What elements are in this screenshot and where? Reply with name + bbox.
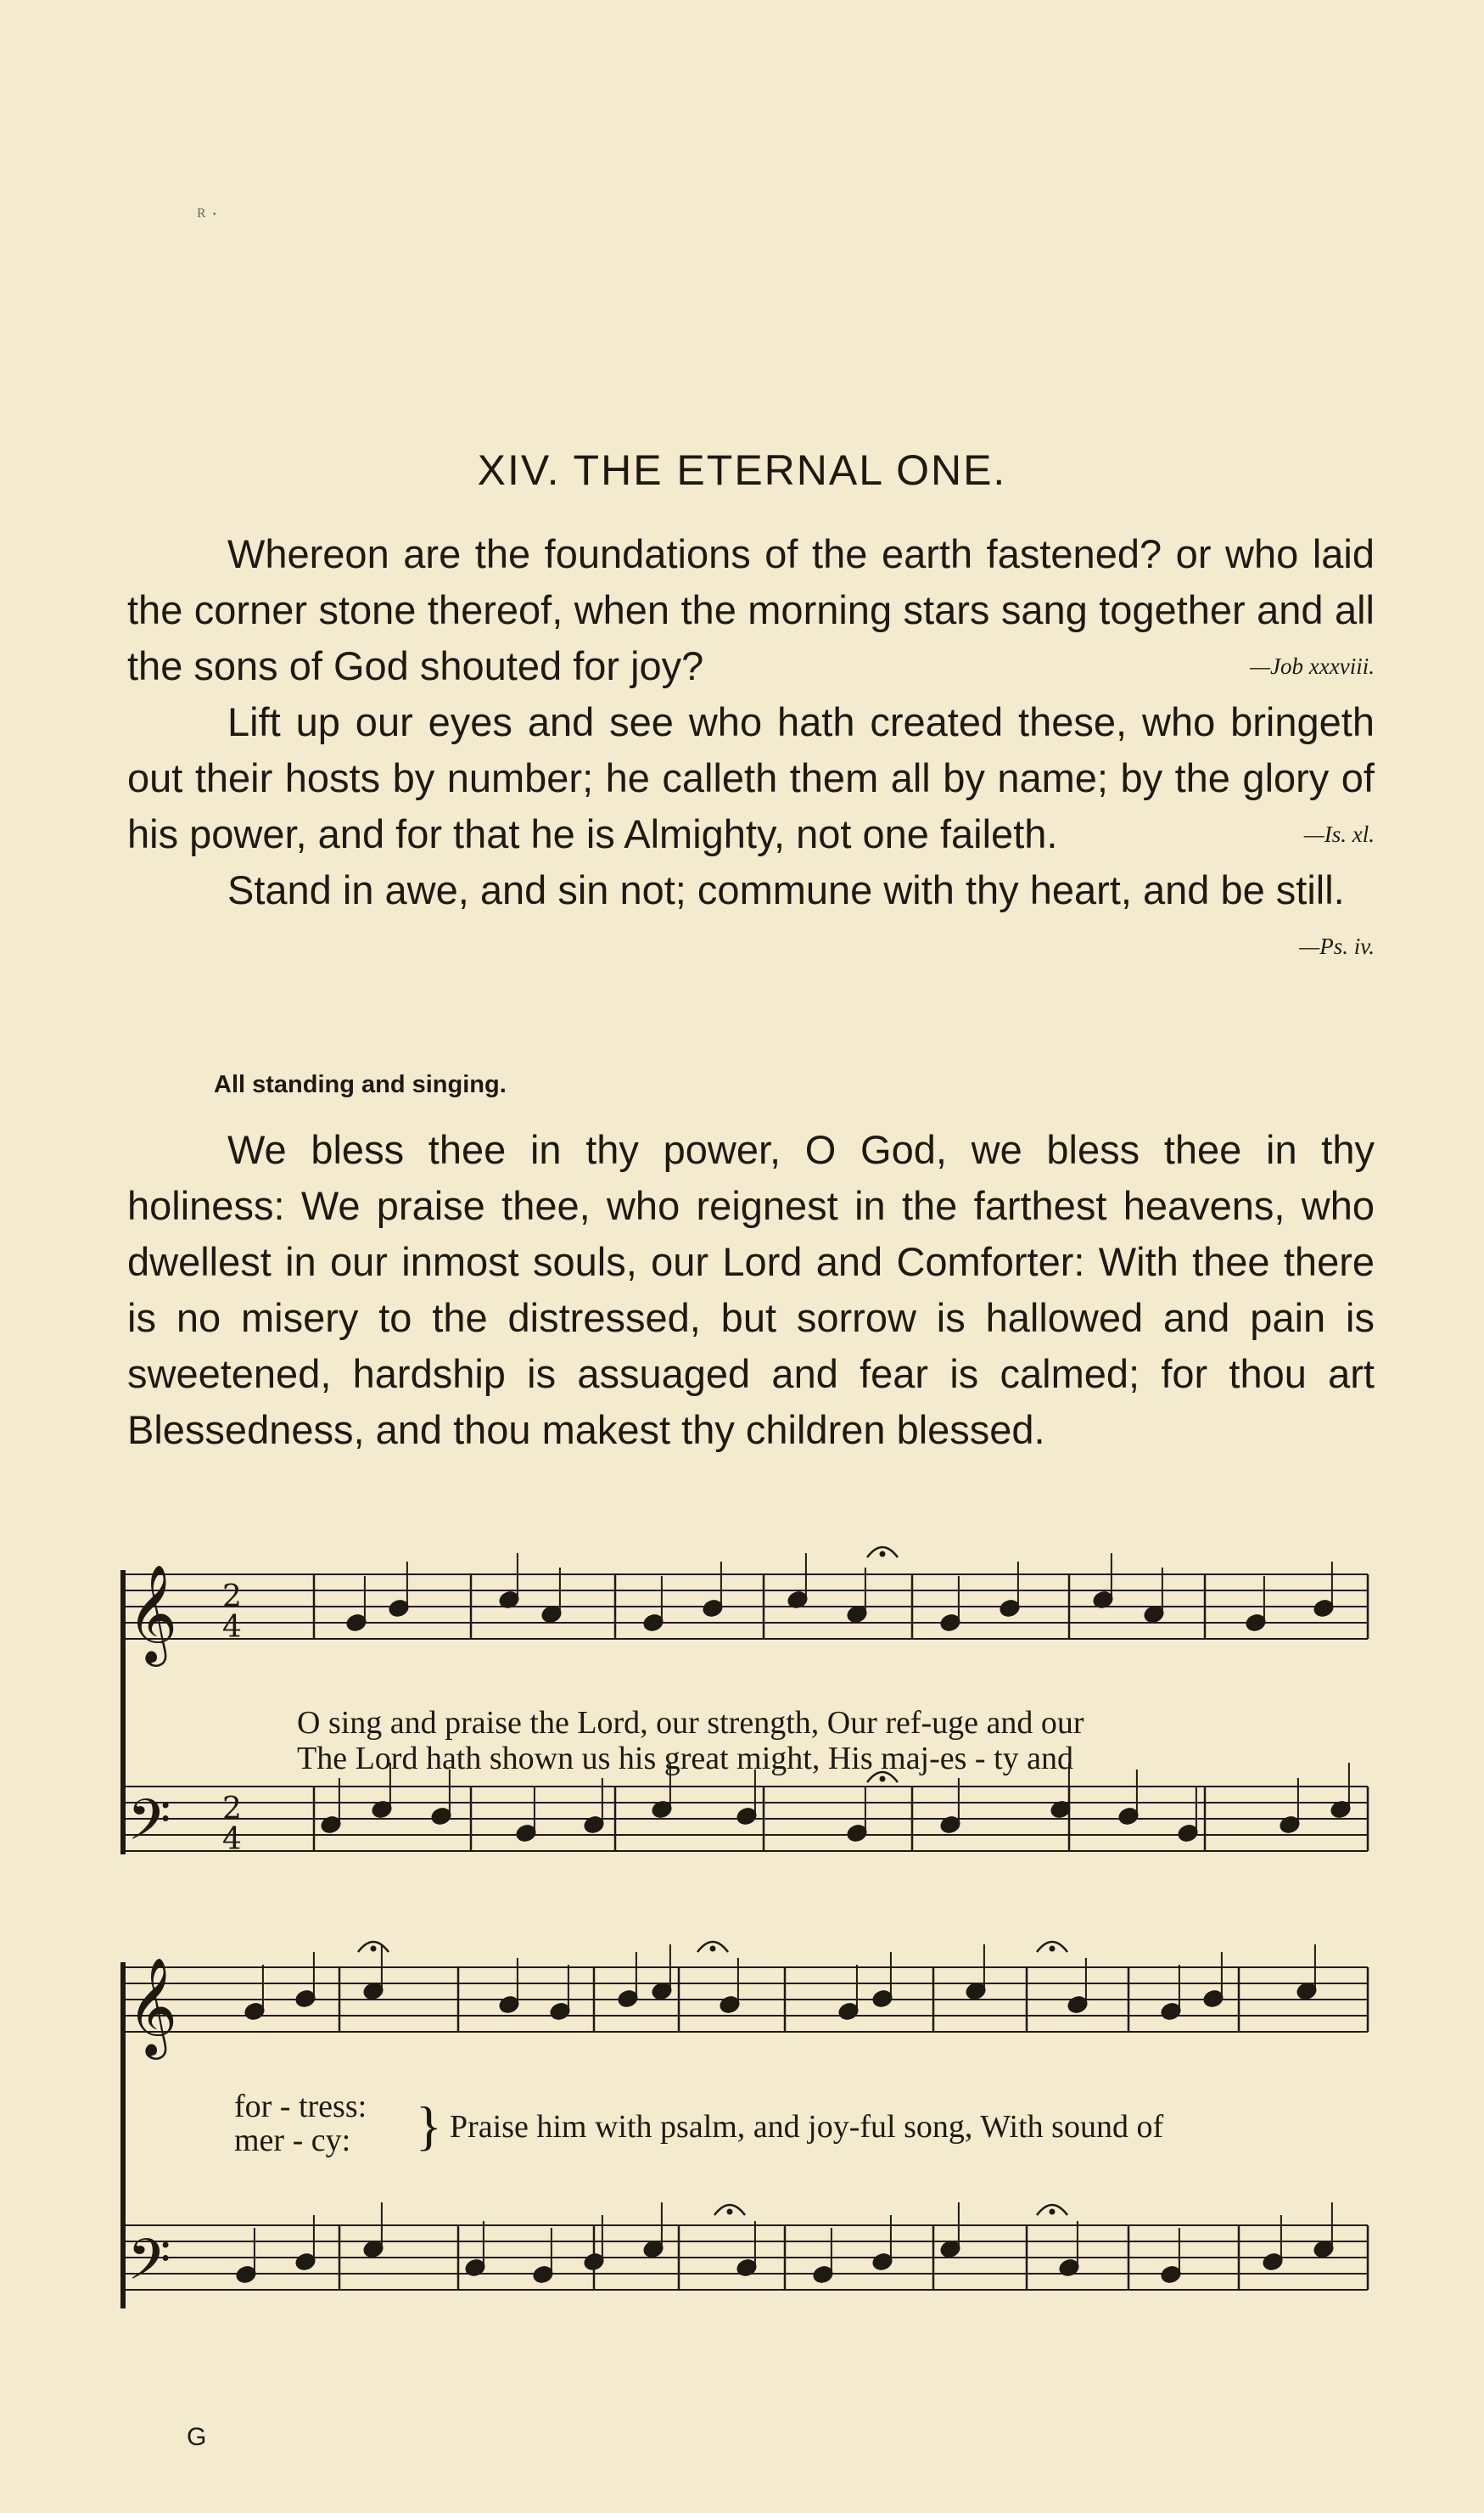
time-sig-top: 2 [222,1579,242,1614]
bass-clef-icon: 𝄢 [127,1787,171,1866]
lyric-mercy: mer - cy: [234,2123,351,2158]
fermata-dot [880,1551,885,1557]
lyric-brace: } [416,2095,442,2156]
treble-clef-icon: 𝄞 [127,1563,178,1663]
lyric-verse1: O sing and praise the Lord, our strength, Our ref-uge and our [297,1705,1084,1741]
lyric-refrain: Praise him with psalm, and joy-ful song, With sound of [450,2109,1164,2145]
time-sig-bottom: 4 [222,1610,242,1645]
treble-clef-icon: 𝄞 [127,1956,178,2056]
section-heading: XIV. THE ETERNAL ONE. [477,446,1007,494]
reading-job: Whereon are the foundations of the earth fastened? or who laid the corner stone thereof, when the morning stars sang together and all the sons of God shouted for joy? —Job xxxviii. [127,526,1375,694]
time-sig-top: 2 [222,1792,242,1826]
lyric-fortress: for - tress: [234,2089,367,2124]
rubric: All standing and singing. [214,1071,507,1098]
fermata-dot [371,1946,376,1951]
time-sig-bottom: 4 [222,1822,242,1857]
prayer-text: We bless thee in thy power, O God, we bless thee in thy holiness: We praise thee, who reignest in the farthest heavens, who dwellest in our inmost souls, our Lord and Comforter: With thee there is no misery to the distressed, but sorrow is hallowed and pain is sweetened, hardship is assuaged and fear is calmed; for thou art Blessedness, and thou makest thy children blessed. [127,1127,1375,1452]
bass-clef-icon: 𝄢 [127,2227,171,2306]
citation-psalm: —Ps. iv. [1299,934,1375,959]
fermata-dot [710,1946,715,1951]
fermata-dot [1050,2209,1055,2214]
fermata-dot [1050,1946,1055,1951]
fermata-dot [727,2209,732,2214]
citation-isaiah: —Is. xl. [1303,822,1375,847]
page-number: G [187,2423,207,2451]
margin-mark: ᴿ ˑ [197,204,218,228]
lyric-verse2: The Lord hath shown us his great might, His maj-es - ty and [297,1741,1074,1776]
reading-psalm: Stand in awe, and sin not; commune with thy heart, and be still. —Ps. iv. [127,862,1375,918]
citation-job: —Job xxxviii. [1250,653,1375,679]
reading-isaiah: Lift up our eyes and see who hath created these, who bringeth out their hosts by number; he calleth them all by name; by the glory of his power, and for that he is Almighty, not one faileth. —Is. xl. [127,694,1375,862]
